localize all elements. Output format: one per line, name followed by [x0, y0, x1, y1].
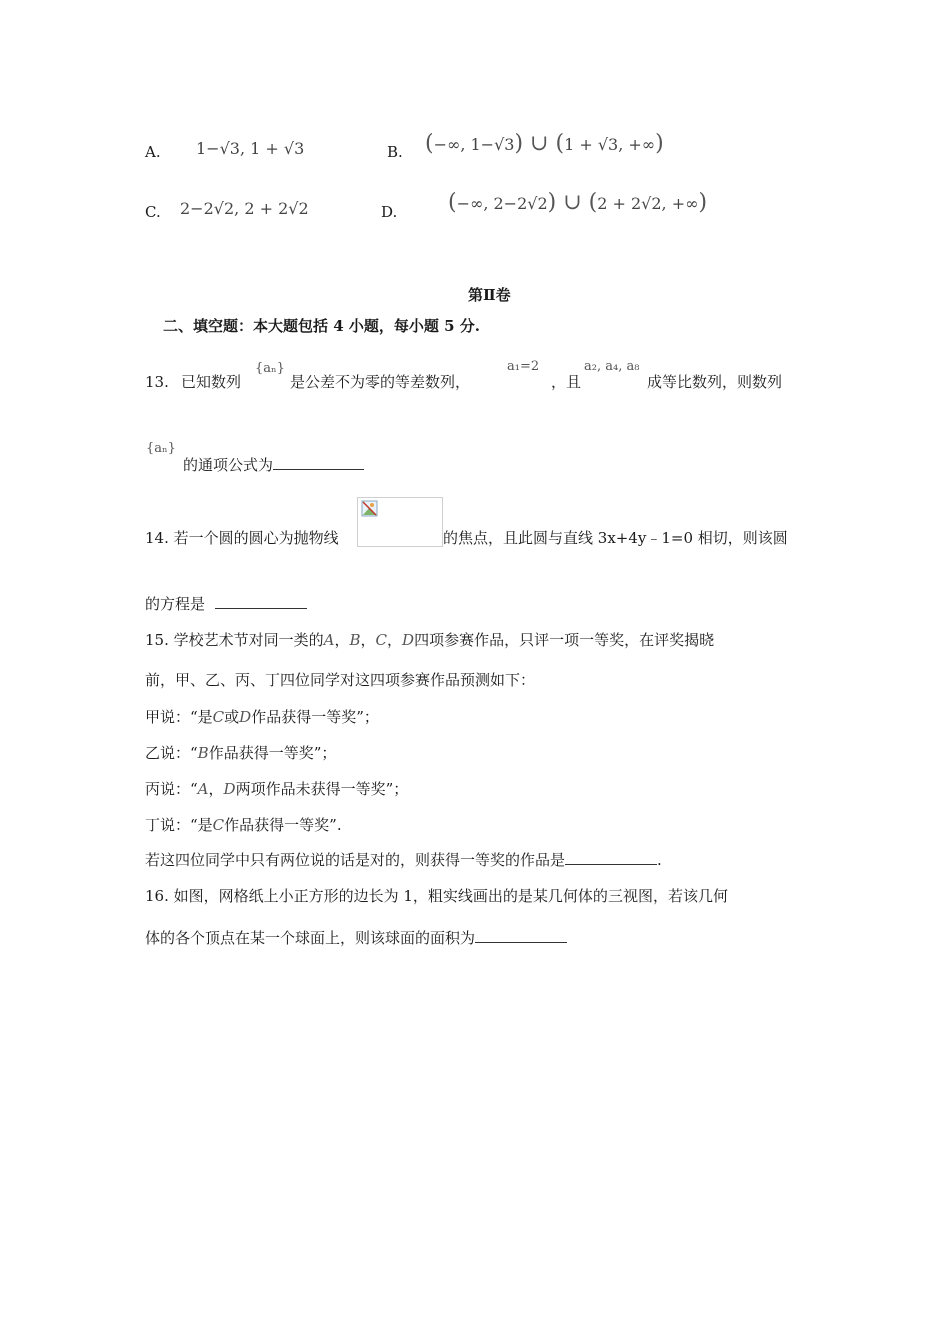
q14-text-2: 的焦点，且此圆与直线 3x+4y﹣1=0 相切，则该圆 [443, 529, 788, 547]
parabola-formula-image [357, 497, 443, 547]
q15-yi: 乙说：“B作品获得一等奖”； [145, 744, 337, 762]
q13-seq: {aₙ} [255, 361, 285, 376]
option-c-label: C. [145, 203, 161, 221]
q13-cond1: a₁=2 [507, 359, 540, 374]
q16-line-1: 16. 如图，网格纸上小正方形的边长为 1，粗实线画出的是某几何体的三视图，若该几何 [145, 887, 728, 905]
q13-seq-2: {aₙ} [146, 441, 176, 456]
q15-jia: 甲说：“是C或D作品获得一等奖”； [145, 708, 379, 726]
q16-line-2: 体的各个顶点在某一个球面上，则该球面的面积为 [145, 928, 567, 948]
q14-text-1: 14. 若一个圆的圆心为抛物线 [145, 529, 339, 547]
q13-text-2: 是公差不为零的等差数列， [290, 373, 471, 391]
option-b-expr: (−∞, 1−√3) ∪ (1 + √3, +∞) [425, 131, 664, 156]
option-a-expr: 1−√3, 1 + √3 [196, 139, 305, 158]
section-heading: 二、填空题：本大题包括 4 小题，每小题 5 分. [163, 317, 480, 335]
q15-bing: 丙说：“A，D两项作品未获得一等奖”； [145, 780, 409, 798]
section-title: 第Ⅱ卷 [468, 286, 511, 304]
option-c-expr: 2−2√2, 2 + 2√2 [180, 199, 309, 218]
option-d-label: D. [381, 203, 398, 221]
q15-line-2: 前，甲、乙、丙、丁四位同学对这四项参赛作品预测如下： [145, 671, 536, 689]
q13-number: 13. [145, 373, 169, 391]
q13-text-5: 的通项公式为 [183, 455, 364, 475]
q13-text-4: 成等比数列，则数列 [647, 373, 783, 391]
option-d-expr: (−∞, 2−2√2) ∪ (2 + 2√2, +∞) [448, 190, 708, 215]
q15-line-1: 15. 学校艺术节对同一类的A，B，C，D四项参赛作品，只评一项一等奖，在评奖揭晓 [145, 631, 715, 649]
q13-text-3: ，且 [551, 373, 582, 391]
q13-cond2: a₂, a₄, a₈ [584, 359, 640, 374]
option-b-label: B. [387, 143, 403, 161]
q13-text-1: 已知数列 [181, 373, 242, 391]
q15-last: 若这四位同学中只有两位说的话是对的，则获得一等奖的作品是 . [145, 851, 662, 869]
broken-image-icon [361, 500, 379, 518]
option-a-label: A. [145, 143, 161, 161]
q15-ding: 丁说：“是C作品获得一等奖”. [145, 816, 342, 834]
q14-text-3: 的方程是 [145, 594, 307, 614]
